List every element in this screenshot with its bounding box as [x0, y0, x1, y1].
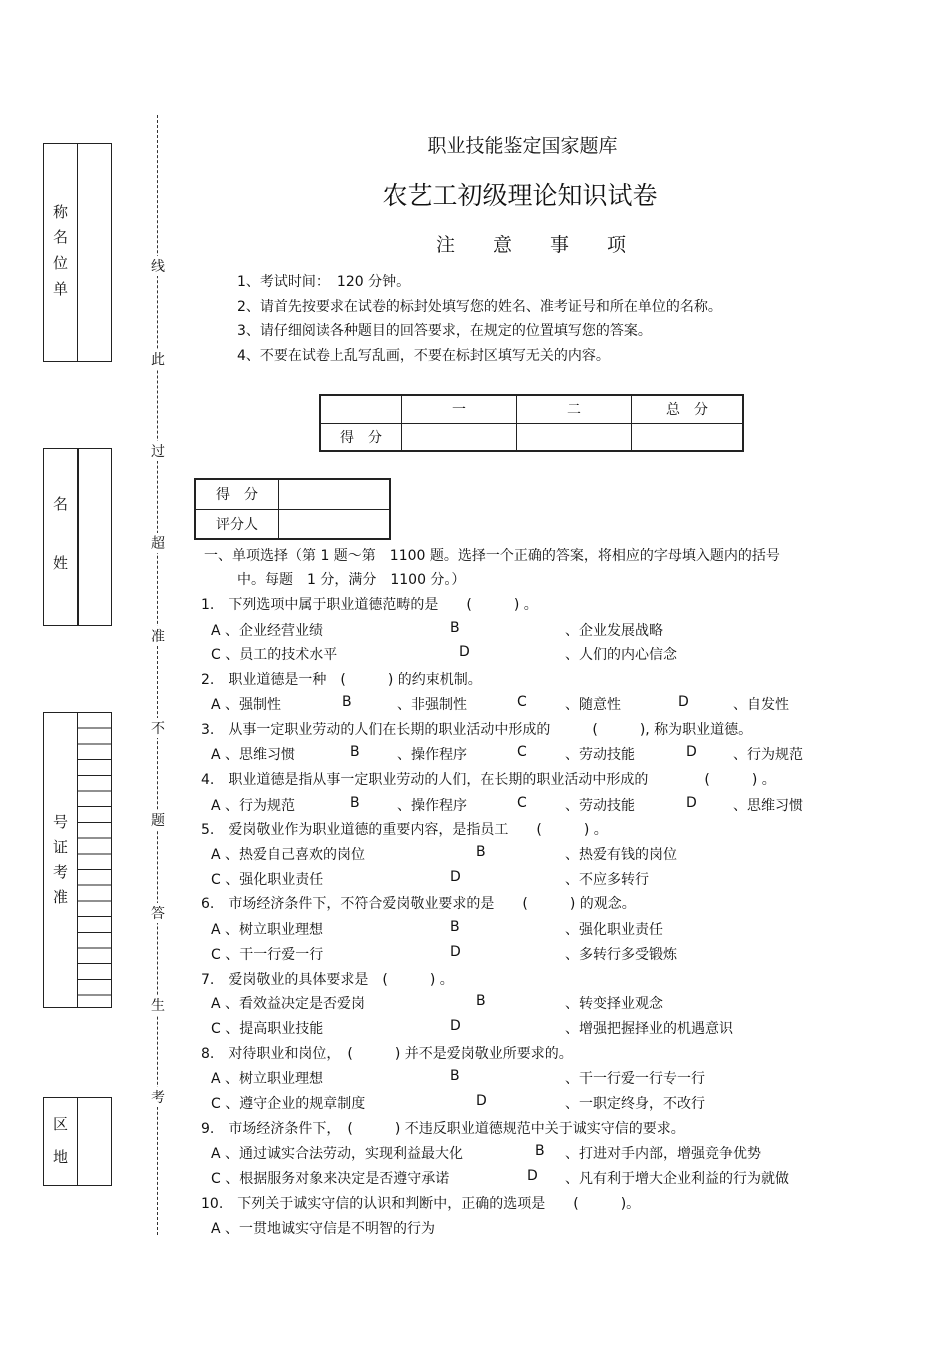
- grader-cell[interactable]: [279, 509, 391, 539]
- score-table: [319, 394, 744, 452]
- question-stem: 1. 下列选项中属于职业道德范畴的是 ( ) 。: [201, 597, 538, 613]
- name-label-2: 姓: [53, 554, 69, 572]
- unit-label-2: 名: [53, 228, 69, 246]
- name-box: [43, 448, 112, 626]
- region-label-2: 地: [53, 1148, 69, 1166]
- region-box: [43, 1097, 112, 1186]
- ticket-number-grid: [78, 713, 111, 1007]
- notice-4: 4、不要在试卷上乱写乱画，不要在标封区填写无关的内容。: [237, 348, 610, 364]
- score-row-label: 得 分: [320, 423, 402, 451]
- score-cell[interactable]: [632, 423, 744, 451]
- option-b-letter: B: [476, 993, 486, 1009]
- seal-char: 此: [150, 349, 166, 369]
- option-c-letter: C: [517, 744, 527, 760]
- option-b-letter: B: [450, 1068, 460, 1084]
- option-d-letter: D: [527, 1168, 538, 1184]
- ticket-label-2: 证: [53, 838, 69, 856]
- option-b: 、打进对手内部，增强竞争优势: [565, 1146, 761, 1162]
- unit-label-3: 位: [53, 254, 69, 272]
- option-a: A 、看效益决定是否爱岗: [211, 996, 366, 1012]
- option-b: 、企业发展战略: [565, 623, 663, 639]
- seal-char: 过: [150, 441, 166, 461]
- question-stem: 5. 爱岗敬业作为职业道德的重要内容，是指员工 ( ) 。: [201, 822, 608, 838]
- option-d-letter: D: [450, 944, 461, 960]
- option-c: 、劳动技能: [565, 747, 635, 763]
- option-a: A 、思维习惯: [211, 747, 296, 763]
- option-b: 、热爱有钱的岗位: [565, 847, 677, 863]
- option-a: A 、树立职业理想: [211, 1071, 324, 1087]
- question-stem: 4. 职业道德是指从事一定职业劳动的人们，在长期的职业活动中形成的 ( ) 。: [201, 772, 776, 788]
- score-header-part1: 一: [402, 395, 517, 423]
- option-a: A 、树立职业理想: [211, 922, 324, 938]
- option-d: 、凡有利于增大企业利益的行为就做: [565, 1171, 789, 1187]
- option-b-letter: B: [535, 1143, 545, 1159]
- seal-char: 题: [150, 810, 166, 830]
- option-d: 、不应多转行: [565, 872, 649, 888]
- ticket-number-box: [43, 712, 112, 1008]
- seal-char: 答: [150, 903, 166, 923]
- notice-2: 2、请首先按要求在试卷的标封处填写您的姓名、准考证号和所在单位的名称。: [237, 299, 722, 315]
- unit-label-1: 称: [53, 203, 69, 221]
- option-d: 、增强把握择业的机遇意识: [565, 1021, 733, 1037]
- ticket-label-3: 考: [53, 863, 69, 881]
- option-d: 、一职定终身，不改行: [565, 1096, 705, 1112]
- option-b-letter: B: [476, 844, 486, 860]
- grader-label: 评分人: [195, 509, 279, 539]
- option-d-letter: D: [686, 744, 697, 760]
- score-cell[interactable]: [402, 423, 517, 451]
- option-b: 、干一行爱一行专一行: [565, 1071, 705, 1087]
- section-instructions: 一、单项选择（第 1 题～第 1100 题。选择一个正确的答案，将相应的字母填入题内的括号: [204, 548, 780, 564]
- unit-label-4: 单: [53, 280, 69, 298]
- option-c: C 、遵守企业的规章制度: [211, 1096, 366, 1112]
- option-b: 、操作程序: [397, 798, 467, 814]
- option-b-letter: B: [350, 795, 360, 811]
- seal-char: 线: [150, 256, 166, 276]
- seal-char: 超: [150, 533, 166, 553]
- question-stem: 9. 市场经济条件下， ( ) 不违反职业道德规范中关于诚实守信的要求。: [201, 1121, 685, 1137]
- option-c: 、随意性: [565, 697, 621, 713]
- question-stem: 7. 爱岗敬业的具体要求是 ( ) 。: [201, 972, 454, 988]
- option-b-letter: B: [450, 919, 460, 935]
- seal-char: 考: [150, 1087, 166, 1107]
- region-label-1: 区: [53, 1115, 69, 1133]
- option-a: A 、热爱自己喜欢的岗位: [211, 847, 366, 863]
- score-header-blank: [320, 395, 402, 423]
- option-b-letter: B: [450, 620, 460, 636]
- question-stem: 2. 职业道德是一种 ( ) 的约束机制。: [201, 672, 482, 688]
- option-c-letter: C: [517, 795, 527, 811]
- option-d-letter: D: [450, 1018, 461, 1034]
- option-c: C 、干一行爱一行: [211, 947, 324, 963]
- ticket-label-4: 准: [53, 888, 69, 906]
- question-stem: 6. 市场经济条件下，不符合爱岗敬业要求的是 ( ) 的观念。: [201, 896, 636, 912]
- name-label-1: 名: [53, 495, 69, 513]
- option-d: 、行为规范: [733, 747, 803, 763]
- option-a: A 、强制性: [211, 697, 282, 713]
- option-d-letter: D: [686, 795, 697, 811]
- score-header-part2: 二: [517, 395, 632, 423]
- seal-char: 准: [150, 626, 166, 646]
- option-d-letter: D: [450, 869, 461, 885]
- option-d: 、多转行多受锻炼: [565, 947, 677, 963]
- notice-title: 注 意 事 项: [435, 234, 626, 256]
- option-c: C 、根据服务对象来决定是否遵守承诺: [211, 1171, 450, 1187]
- score-cell[interactable]: [517, 423, 632, 451]
- seal-line: [157, 115, 158, 1235]
- option-b: 、强化职业责任: [565, 922, 663, 938]
- exam-org: 职业技能鉴定国家题库: [427, 135, 618, 157]
- option-c: C 、提高职业技能: [211, 1021, 324, 1037]
- option-a: A 、企业经营业绩: [211, 623, 324, 639]
- option-d: 、思维习惯: [733, 798, 803, 814]
- option-d-letter: D: [459, 644, 470, 660]
- option-c: 、劳动技能: [565, 798, 635, 814]
- grader-score-label: 得 分: [195, 479, 279, 509]
- seal-char: 不: [150, 718, 166, 738]
- option-b: 、非强制性: [397, 697, 467, 713]
- grader-score-cell[interactable]: [279, 479, 391, 509]
- question-stem: 8. 对待职业和岗位， ( ) 并不是爱岗敬业所要求的。: [201, 1046, 573, 1062]
- option-a: A 、一贯地诚实守信是不明智的行为: [211, 1221, 436, 1237]
- grader-table: [194, 478, 391, 540]
- notice-3: 3、请仔细阅读各种题目的回答要求，在规定的位置填写您的答案。: [237, 323, 652, 339]
- ticket-label-1: 号: [53, 813, 69, 831]
- exam-title: 农艺工初级理论知识试卷: [382, 181, 658, 210]
- option-c-letter: C: [517, 694, 527, 710]
- option-a: A 、行为规范: [211, 798, 296, 814]
- option-c: C 、员工的技术水平: [211, 647, 338, 663]
- option-b-letter: B: [342, 694, 352, 710]
- option-d-letter: D: [678, 694, 689, 710]
- option-c: C 、强化职业责任: [211, 872, 324, 888]
- option-d: 、自发性: [733, 697, 789, 713]
- question-stem: 10. 下列关于诚实守信的认识和判断中，正确的选项是 ( )。: [201, 1196, 641, 1212]
- option-d: 、人们的内心信念: [565, 647, 677, 663]
- option-b-letter: B: [350, 744, 360, 760]
- section-instructions-cont: 中。每题 1 分，满分 1100 分。）: [237, 572, 466, 588]
- option-a: A 、通过诚实合法劳动，实现利益最大化: [211, 1146, 464, 1162]
- option-b: 、操作程序: [397, 747, 467, 763]
- notice-1: 1、考试时间： 120 分钟。: [237, 274, 411, 290]
- seal-char: 生: [150, 995, 166, 1015]
- option-d-letter: D: [476, 1093, 487, 1109]
- option-b: 、转变择业观念: [565, 996, 663, 1012]
- score-header-total: 总 分: [632, 395, 744, 423]
- question-stem: 3. 从事一定职业劳动的人们在长期的职业活动中形成的 ( ), 称为职业道德。: [201, 722, 753, 738]
